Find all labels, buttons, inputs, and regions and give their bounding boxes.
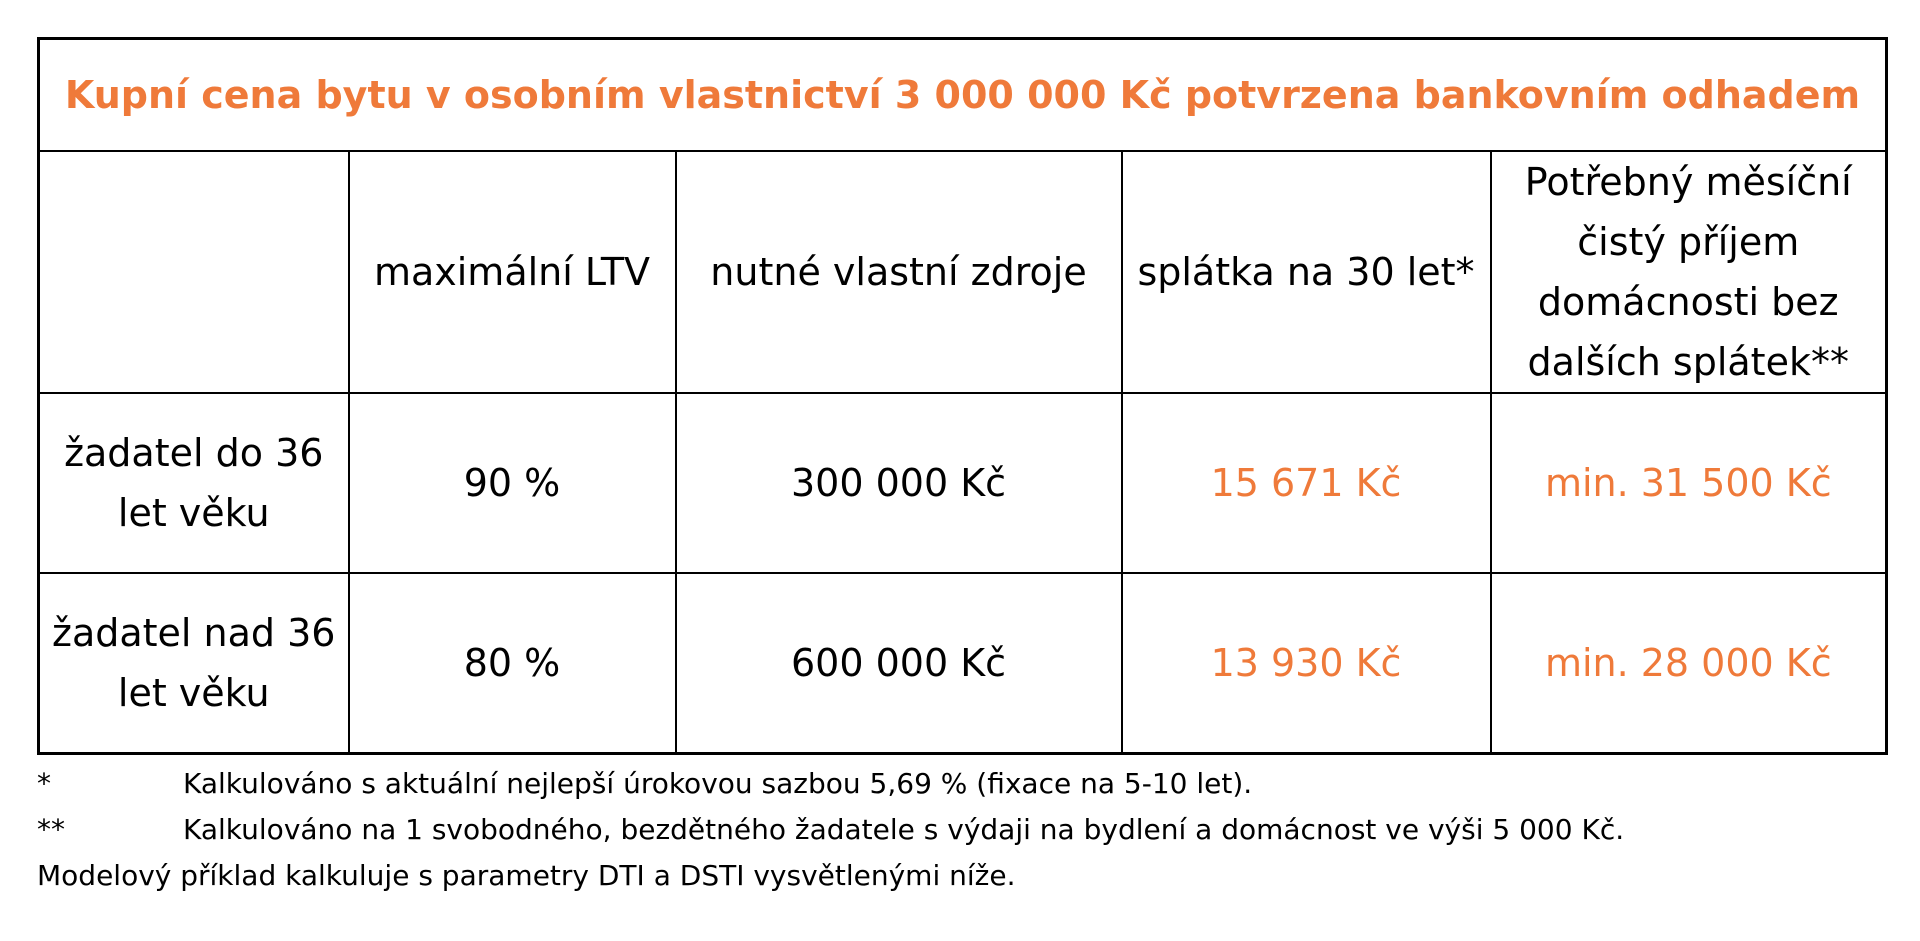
header-row xyxy=(39,151,1887,393)
table-title: Kupní cena bytu v osobním vlastnictví 3 000 000 Kč potvrzena bankovním odhadem xyxy=(39,39,1887,152)
table-row xyxy=(39,573,1887,754)
income-cell: min. 31 500 Kč xyxy=(1491,393,1887,573)
column-header-ltv: maximální LTV xyxy=(349,151,676,393)
footnote-mark: * xyxy=(37,767,51,800)
column-header-income: Potřebný měsíční čistý příjem domácnosti bez dalších splátek** xyxy=(1491,151,1887,393)
footnote xyxy=(37,761,1885,807)
column-header-payment: splátka na 30 let* xyxy=(1122,151,1491,393)
column-header-empty xyxy=(39,151,349,393)
document xyxy=(37,37,1885,899)
footnotes xyxy=(37,761,1885,899)
row-label: žadatel nad 36 let věku xyxy=(39,573,349,754)
ltv-cell: 90 % xyxy=(349,393,676,573)
own-funds-cell: 300 000 Kč xyxy=(676,393,1122,573)
footnote-text: Kalkulováno na 1 svobodného, bezdětného žadatele s výdaji na bydlení a domácnost ve výši 5 000 Kč. xyxy=(183,813,1625,846)
ltv-cell: 80 % xyxy=(349,573,676,754)
footnote xyxy=(37,807,1885,853)
table-row xyxy=(39,393,1887,573)
row-label: žadatel do 36 let věku xyxy=(39,393,349,573)
income-cell: min. 28 000 Kč xyxy=(1491,573,1887,754)
mortgage-calculation-table xyxy=(37,37,1888,755)
footnote-text: Kalkulováno s aktuální nejlepší úrokovou sazbou 5,69 % (fixace na 5-10 let). xyxy=(183,767,1253,800)
footer-text: Modelový příklad kalkuluje s parametry DTI a DSTI vysvětlenými níže. xyxy=(37,859,1016,892)
column-header-own-funds: nutné vlastní zdroje xyxy=(676,151,1122,393)
own-funds-cell: 600 000 Kč xyxy=(676,573,1122,754)
payment-cell: 15 671 Kč xyxy=(1122,393,1491,573)
payment-cell: 13 930 Kč xyxy=(1122,573,1491,754)
footnote-mark: ** xyxy=(37,813,65,846)
